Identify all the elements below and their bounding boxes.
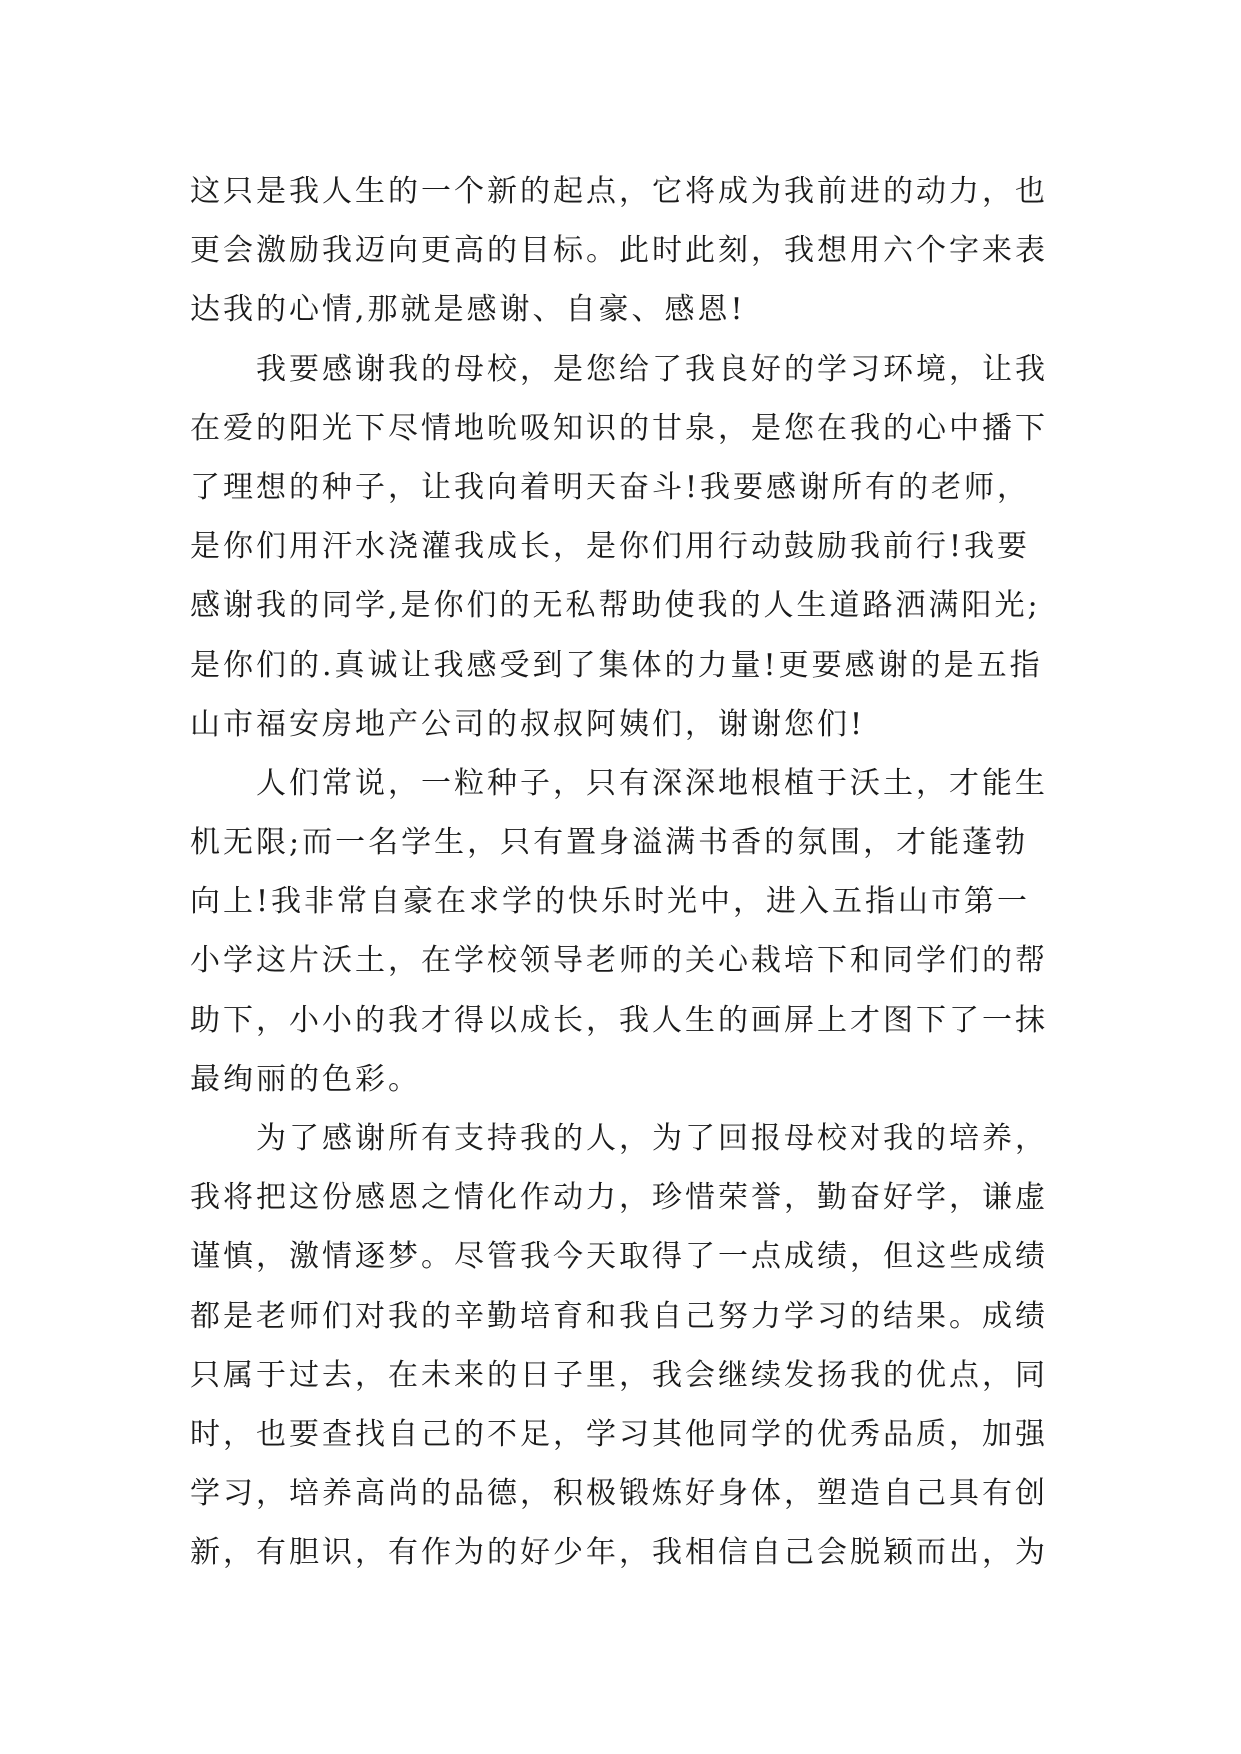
text-line: 山市福安房地产公司的叔叔阿姨们，谢谢您们! xyxy=(190,706,866,742)
text-line: 在爱的阳光下尽情地吮吸知识的甘泉，是您在我的心中播下 xyxy=(190,410,1048,446)
text-line: 感谢我的同学,是你们的无私帮助使我的人生道路洒满阳光; xyxy=(190,588,1041,624)
text-line: 我要感谢我的母校，是您给了我良好的学习环境，让我 xyxy=(190,351,1048,387)
text-line: 向上!我非常自豪在求学的快乐时光中，进入五指山市第一 xyxy=(190,884,1031,920)
text-line: 我将把这份感恩之情化作动力，珍惜荣誉，勤奋好学，谦虚 xyxy=(190,1180,1048,1216)
text-line: 机无限;而一名学生，只有置身溢满书香的氛围，才能蓬勃 xyxy=(190,825,1029,861)
text-line: 时，也要查找自己的不足，学习其他同学的优秀品质，加强 xyxy=(190,1416,1048,1452)
text-line: 新，有胆识，有作为的好少年，我相信自己会脱颖而出，为 xyxy=(190,1535,1048,1571)
text-line: 只属于过去，在未来的日子里，我会继续发扬我的优点，同 xyxy=(190,1357,1048,1393)
text-line: 人们常说，一粒种子，只有深深地根植于沃土，才能生 xyxy=(190,765,1048,801)
text-line: 谨慎，激情逐梦。尽管我今天取得了一点成绩，但这些成绩 xyxy=(190,1239,1048,1275)
text-line: 是你们用汗水浇灌我成长，是你们用行动鼓励我前行!我要 xyxy=(190,529,1031,565)
text-line: 达我的心情,那就是感谢、自豪、感恩! xyxy=(190,292,746,328)
text-line: 是你们的.真诚让我感受到了集体的力量!更要感谢的是五指 xyxy=(190,647,1043,683)
text-line: 学习，培养高尚的品德，积极锻炼好身体，塑造自己具有创 xyxy=(190,1476,1048,1512)
text-line: 这只是我人生的一个新的起点，它将成为我前进的动力，也 xyxy=(190,174,1048,209)
text-line: 了理想的种子，让我向着明天奋斗!我要感谢所有的老师， xyxy=(190,469,1031,505)
text-line: 更会激励我迈向更高的目标。此时此刻，我想用六个字来表 xyxy=(190,233,1048,269)
body-text xyxy=(190,162,1070,1583)
text-line: 为了感谢所有支持我的人，为了回报母校对我的培养， xyxy=(190,1121,1048,1156)
text-line: 小学这片沃土，在学校领导老师的关心栽培下和同学们的帮 xyxy=(190,943,1048,979)
text-line: 助下，小小的我才得以成长，我人生的画屏上才图下了一抹 xyxy=(190,1002,1048,1038)
text-line: 最绚丽的色彩。 xyxy=(190,1061,421,1097)
text-line: 都是老师们对我的辛勤培育和我自己努力学习的结果。成绩 xyxy=(190,1298,1048,1334)
